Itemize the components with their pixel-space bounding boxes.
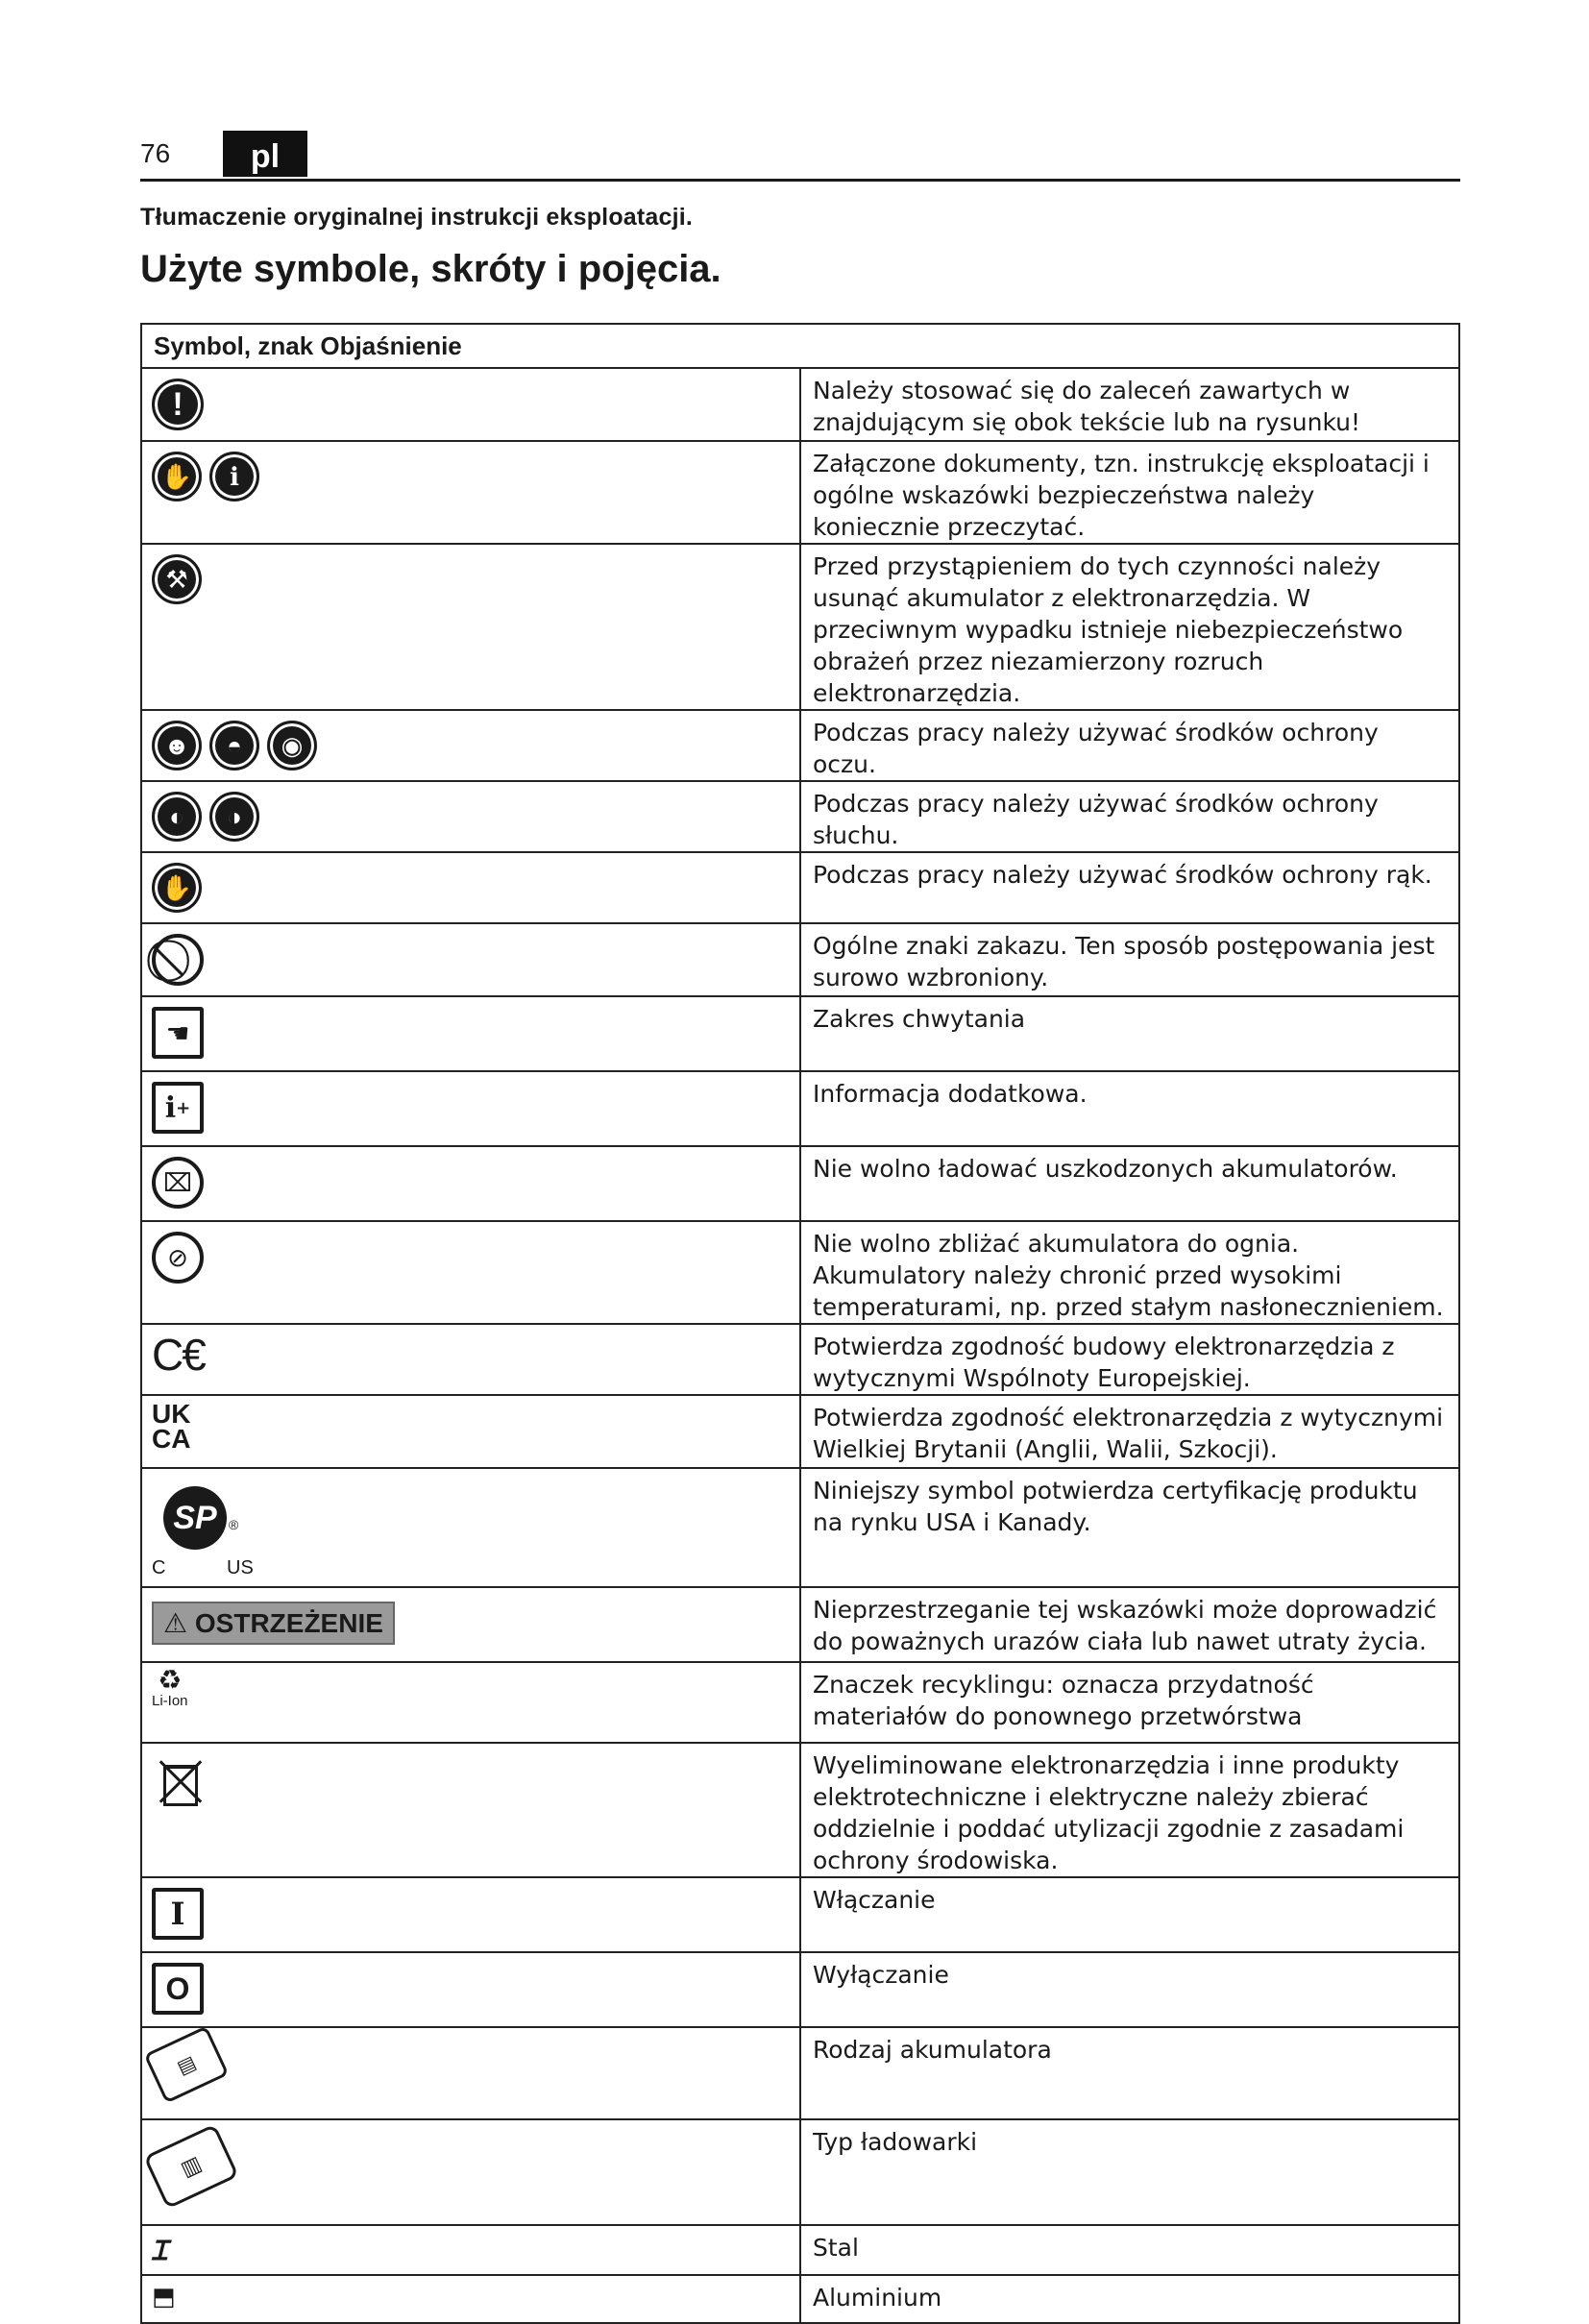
table-row [141,1877,1459,1952]
description-cell: Wyłączanie [800,1952,1459,2027]
table-row [141,1324,1459,1395]
symbol-cell [141,923,800,996]
description-cell: Zakres chwytania [800,996,1459,1071]
description-cell: Wyeliminowane elektronarzędzia i inne produkty elektrotechniczne i elektryczne należy zbierać oddzielnie i poddać utylizacji zgodnie z zasadami ochrony środowiska. [800,1743,1459,1877]
table-row [141,2275,1459,2323]
description-cell: Rodzaj akumulatora [800,2027,1459,2119]
no-damaged-battery-charging-icon: ⌧ [152,1157,204,1209]
page-title: Użyte symbole, skróty i pojęcia. [140,248,721,290]
goggles-icon: ◉ [267,721,317,771]
read-manual-icon: ✋ [152,452,202,501]
battery-type-icon: ▤ [144,2025,230,2103]
table-row [141,996,1459,1071]
table-row [141,1952,1459,2027]
symbol-cell [141,1071,800,1146]
face-shield-icon: ☻ [152,721,202,771]
table-row [141,1743,1459,1877]
description-cell: Znaczek recyklingu: oznacza przydatność materiałów do ponownego przetwórstwa [800,1662,1459,1743]
table-row [141,2119,1459,2225]
table-row [141,1395,1459,1468]
table-row [141,1662,1459,1743]
description-cell: Podczas pracy należy używać środków ochrony rąk. [800,852,1459,923]
ear-muffs-icon: ◑ [209,792,259,842]
table-row [141,2225,1459,2275]
table-row [141,1468,1459,1587]
ear-protection-icon: ◐ [152,792,202,842]
aluminium-icon: ⬒ [152,2282,176,2311]
table-row [141,781,1459,852]
remove-battery-icon: ⚒ [152,554,202,604]
description-cell: Nie wolno zbliżać akumulatora do ognia. Akumulatory należy chronić przed wysokimi temperaturami, np. przed stałym nasłonecznieniem. [800,1221,1459,1324]
helmet-icon: ◓ [209,721,259,771]
prohibition-icon [152,934,204,986]
symbol-cell [141,2119,800,2225]
symbol-cell [141,1587,800,1662]
table-row [141,1587,1459,1662]
description-cell: Typ ładowarki [800,2119,1459,2225]
symbol-cell [141,1221,800,1324]
table-row [141,852,1459,923]
symbol-cell [141,1324,800,1395]
description-cell: Należy stosować się do zaleceń zawartych w znajdującym się obok tekście lub na rysunku! [800,368,1459,441]
document-subtitle: Tłumaczenie oryginalnej instrukcji eksploatacji. [140,204,694,231]
ce-mark-icon: C€ [152,1330,205,1380]
table-row [141,441,1459,544]
table-row [141,1146,1459,1221]
symbol-cell [141,1468,800,1587]
warning-exclamation-icon: ! [152,379,204,430]
table-row [141,1071,1459,1146]
description-cell: Stal [800,2225,1459,2275]
symbol-cell [141,1146,800,1221]
steel-icon: Ɪ [152,2236,167,2265]
power-off-icon: O [152,1963,204,2015]
symbol-cell [141,1877,800,1952]
symbol-cell [141,1952,800,2027]
power-on-icon: I [152,1888,204,1940]
symbol-cell [141,441,800,544]
table-row [141,2027,1459,2119]
info-book-icon: ℹ [209,452,259,501]
ukca-mark-icon: UK CA [152,1399,191,1454]
description-cell: Potwierdza zgodność budowy elektronarzędzia z wytycznymi Wspólnoty Europejskiej. [800,1324,1459,1395]
charger-type-icon: ▥ [143,2123,239,2209]
info-plus-icon: i + [152,1082,204,1134]
csa-mark-icon: SP ® C US [150,1479,265,1584]
description-cell: Nieprzestrzeganie tej wskazówki może doprowadzić do poważnych urazów ciała lub nawet utraty życia. [800,1587,1459,1662]
symbol-cell [141,852,800,923]
warning-badge-icon: ⚠ OSTRZEŻENIE [152,1602,395,1645]
symbol-cell [141,2027,800,2119]
symbol-cell [141,2225,800,2275]
symbol-cell [141,1395,800,1468]
table-row [141,710,1459,781]
symbol-cell [141,710,800,781]
symbol-cell [141,781,800,852]
table-row [141,368,1459,441]
symbol-cell [141,2275,800,2323]
table-row [141,923,1459,996]
description-cell: Ogólne znaki zakazu. Ten sposób postępowania jest surowo wzbroniony. [800,923,1459,996]
table-row [141,544,1459,710]
description-cell: Załączone dokumenty, tzn. instrukcję eksploatacji i ogólne wskazówki bezpieczeństwa należy koniecznie przeczytać. [800,441,1459,544]
description-cell: Włączanie [800,1877,1459,1952]
grip-area-icon: ☚ [152,1007,204,1059]
table-row [141,1221,1459,1324]
no-fire-icon: ⊘ [152,1232,204,1284]
table-header: Symbol, znak Objaśnienie [141,324,1459,368]
description-cell: Podczas pracy należy używać środków ochrony słuchu. [800,781,1459,852]
warning-badge-label: OSTRZEŻENIE [194,1607,383,1638]
gloves-icon: ✋ [152,863,202,913]
description-cell: Nie wolno ładować uszkodzonych akumulatorów. [800,1146,1459,1221]
description-cell: Aluminium [800,2275,1459,2323]
language-badge: pl [223,131,307,177]
page-header [140,131,1460,182]
page-number: 76 [140,138,171,168]
symbol-cell [141,1662,800,1743]
description-cell: Potwierdza zgodność elektronarzędzia z wytycznymi Wielkiej Brytanii (Anglii, Walii, Szkocji). [800,1395,1459,1468]
symbol-cell [141,544,800,710]
symbol-cell [141,1743,800,1877]
table-header-row [141,324,1459,368]
description-cell: Informacja dodatkowa. [800,1071,1459,1146]
symbols-table [140,323,1460,2324]
symbol-cell [141,996,800,1071]
recycling-li-ion-icon: ♻ Li-Ion [152,1665,188,1709]
symbol-cell [141,368,800,441]
description-cell: Podczas pracy należy używać środków ochrony oczu. [800,710,1459,781]
description-cell: Przed przystąpieniem do tych czynności należy usunąć akumulator z elektronarzędzia. W przeciwnym wypadku istnieje niebezpieczeństwo obrażeń przez niezamierzony rozruch elektronarzędzia. [800,544,1459,710]
description-cell: Niniejszy symbol potwierdza certyfikację produktu na rynku USA i Kanady. [800,1468,1459,1587]
weee-bin-icon [152,1753,206,1809]
